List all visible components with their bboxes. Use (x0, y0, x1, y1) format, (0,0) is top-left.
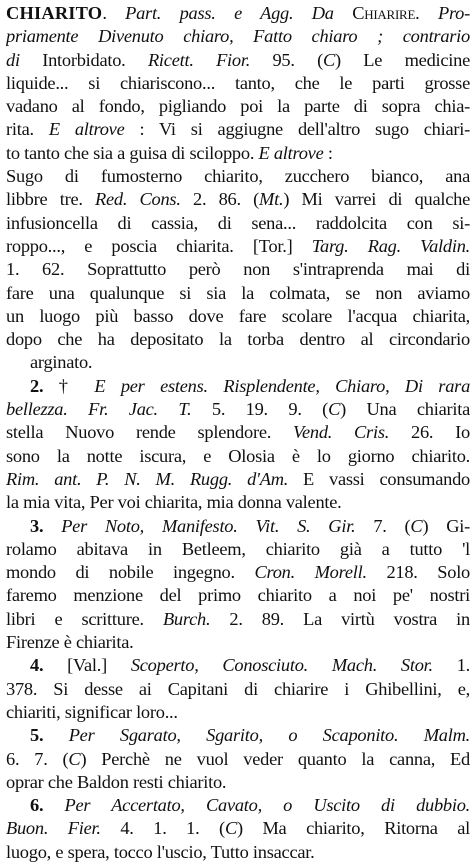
entry-text: infusioncella di cassia, di sena... raddolcita con si- (6, 212, 470, 233)
entry-line (6, 608, 470, 631)
entry-text: C (328, 399, 341, 420)
entry-line (6, 748, 470, 771)
entry-line (6, 188, 470, 211)
entry-text: : (323, 142, 333, 163)
entry-text: luogo, e spera, tocco l'uscio, Tutto insaccar. (6, 841, 315, 862)
entry-text: Buon. Fier. (6, 818, 101, 839)
entry-text: vadano al fondo, pigliando poi la parte di sopra chia- (6, 96, 470, 117)
entry-line (6, 491, 470, 514)
entry-line (6, 678, 470, 701)
entry-text: Da (293, 3, 353, 23)
sense-number: 2. (30, 375, 59, 396)
entry-text: Firenze è chiarita. (6, 632, 134, 653)
entry-line (6, 375, 470, 398)
entry-text: Pro- (437, 3, 470, 23)
dictionary-entry-chiarito (6, 2, 470, 864)
entry-text: rolamo abitava in Betleem, chiarito già a tutto 'l (6, 538, 470, 559)
entry-line (6, 584, 470, 607)
entry-text: chiariti, significar loro... (6, 701, 178, 722)
entry-line (6, 724, 470, 747)
entry-text: E altrove (258, 142, 324, 163)
entry-line (6, 142, 470, 165)
entry-text: C (323, 49, 336, 70)
entry-text: Burch. (162, 608, 211, 629)
entry-text: 2. 89. La virtù vostra in (210, 608, 470, 629)
entry-text: 95. ( (250, 49, 323, 70)
entry-text: E per estens. Risplendente, Chiaro, Di rara (94, 375, 470, 396)
entry-text: dopo che ha depositato la torba dentro al circondario (6, 329, 470, 350)
entry-text: C (68, 748, 81, 769)
entry-text: fare una qualunque si sia la colmata, se non aviamo (6, 282, 470, 303)
entry-line (6, 515, 470, 538)
entry-line (6, 328, 470, 351)
entry-line (6, 561, 470, 584)
entry-text: Targ. Rag. Valdin. (311, 235, 470, 256)
entry-line (6, 49, 470, 72)
entry-text: Per Noto, Manifesto. Vit. S. Gir. (61, 515, 356, 536)
entry-line (6, 2, 470, 25)
entry-text: Chiarire (352, 3, 416, 23)
entry-text: [Val.] (67, 655, 131, 676)
entry-text: 218. Solo (366, 562, 470, 583)
entry-text: Intorbidato. (19, 49, 148, 70)
entry-text: 5. 19. 9. ( (191, 399, 329, 420)
entry-text: . (102, 3, 126, 23)
entry-text: Mt. (259, 189, 284, 210)
entry-line (6, 445, 470, 468)
entry-line (6, 282, 470, 305)
entry-text: arginato. (30, 352, 93, 373)
entry-line (6, 841, 470, 864)
entry-text: 1. 62. Soprattutto però non s'intraprenda mai di (6, 259, 470, 280)
headword: CHIARITO (6, 3, 103, 23)
entry-text: E vassi consumando (288, 468, 470, 489)
entry-text: Vend. Cris. (293, 422, 390, 443)
entry-text: C (410, 515, 423, 536)
entry-text: stella Nuovo rende splendore. (6, 422, 294, 443)
entry-text: ) Le medicine (335, 49, 470, 70)
entry-line (6, 468, 470, 491)
entry-text: 7. ( (355, 515, 411, 536)
sense-number: 6. (30, 795, 65, 816)
entry-text: libri e scritture. (6, 608, 163, 629)
entry-line (6, 421, 470, 444)
entry-line (6, 25, 470, 48)
entry-line (6, 72, 470, 95)
entry-text: 26. Io (389, 422, 470, 443)
entry-line (6, 235, 470, 258)
entry-text: Sugo di fumosterno chiarito, zucchero bianco, ana (6, 166, 470, 187)
entry-text: libbre tre. (6, 189, 96, 210)
entry-text: Scoperto, Conosciuto. Mach. Stor. (130, 655, 433, 676)
entry-text: to tanto che sia a guisa di sciloppo. (6, 142, 259, 163)
entry-text: priamente Divenuto chiaro, Fatto chiaro ; contrario (6, 26, 470, 47)
entry-text: ) Una chiarita (340, 399, 470, 420)
entry-text: E altrove (48, 119, 125, 140)
entry-line (6, 701, 470, 724)
entry-line (6, 95, 470, 118)
entry-text: ) Perchè ne vuol veder quanto la canna, Ed (80, 748, 470, 769)
entry-text: Cron. Morell. (254, 562, 367, 583)
sense-number: 3. (30, 515, 62, 536)
entry-line (6, 538, 470, 561)
entry-line (6, 654, 470, 677)
entry-text: 378. Si desse ai Capitani di chiarire i Ghibellini, e, (6, 678, 470, 699)
entry-line (6, 631, 470, 654)
entry-text: : Vi si aggiugne dell'altro sugo chiari- (124, 119, 470, 140)
entry-text: liquide... si chiariscono... tanto, che le parti grosse (6, 72, 470, 93)
entry-text: 1. (432, 655, 470, 676)
entry-text: Ricett. Fior. (147, 49, 251, 70)
entry-line (6, 305, 470, 328)
entry-line (6, 398, 470, 421)
sense-number: 4. (30, 655, 68, 676)
entry-line (6, 258, 470, 281)
entry-text: C (224, 818, 237, 839)
sense-number: 5. (30, 725, 69, 746)
entry-text: sono la notte iscura, e Olosia è lo giorno chiarito. (6, 445, 470, 466)
entry-text: ) Mi varrei di qualche (283, 189, 470, 210)
entry-text: Part. pass. e Agg. (125, 3, 294, 23)
entry-text: Per Accertato, Cavato, o Uscito di dubbio. (64, 795, 470, 816)
entry-text: roppo..., e poscia chiarita. [Tor.] (6, 235, 312, 256)
entry-text: † (58, 375, 95, 396)
entry-text: di (6, 49, 20, 70)
entry-text: Rim. ant. P. N. M. Rugg. d'Am. (6, 468, 289, 489)
entry-text: la mia vita, Per voi chiarita, mia donna valente. (6, 492, 342, 513)
entry-line (6, 165, 470, 188)
entry-line (6, 118, 470, 141)
entry-text: ) Ma chiarito, Ritorna al (236, 818, 470, 839)
entry-text: ) Gi- (422, 515, 470, 536)
entry-text: . (415, 3, 438, 23)
entry-text: 4. 1. 1. ( (100, 818, 225, 839)
entry-text: Red. Cons. (95, 189, 181, 210)
entry-line (6, 794, 470, 817)
entry-text: oprar che Baldon resti chiarito. (6, 771, 227, 792)
entry-text: bellezza. Fr. Jac. T. (6, 399, 192, 420)
entry-line (6, 817, 470, 840)
entry-text: rita. (6, 119, 49, 140)
entry-text: un luogo più basso dove fare scolare l'acqua chiarita, (6, 305, 470, 326)
entry-text: 6. 7. ( (6, 748, 69, 769)
entry-text: mondo di nobile ingegno. (6, 562, 255, 583)
entry-text: 2. 86. ( (180, 189, 260, 210)
entry-line (6, 351, 470, 374)
entry-line (6, 771, 470, 794)
entry-line (6, 212, 470, 235)
entry-text: Per Sgarato, Sgarito, o Scaponito. Malm. (68, 725, 470, 746)
entry-text: faremo menzione del primo chiarito a noi pe' nostri (6, 585, 470, 606)
